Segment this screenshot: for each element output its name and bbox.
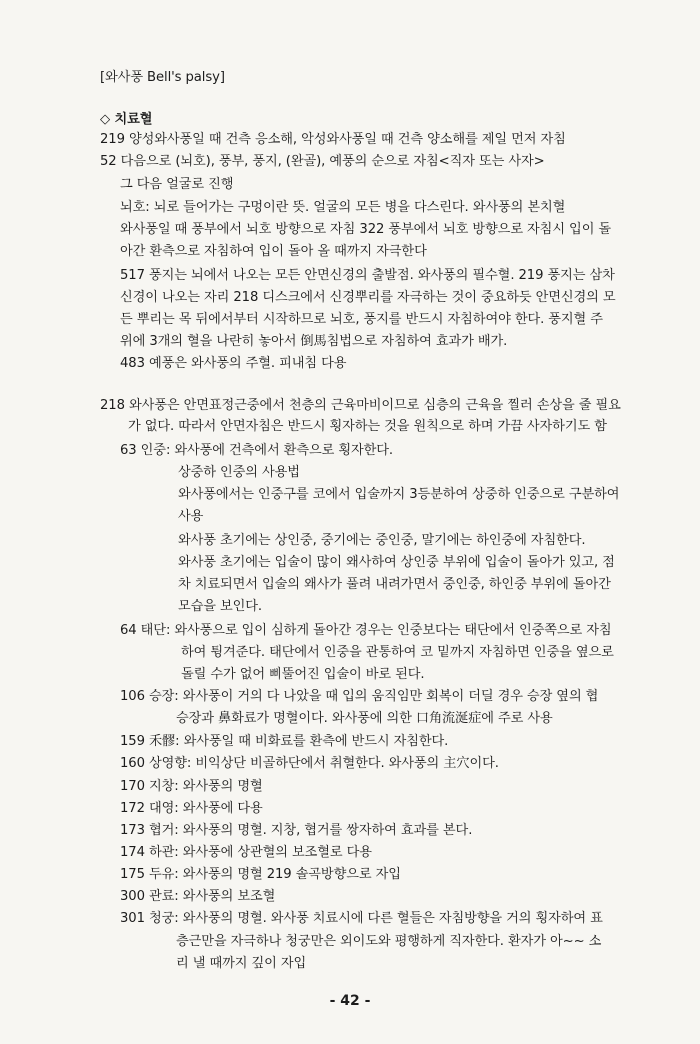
text-line: 차 치료되면서 입술의 왜사가 풀려 내려가면서 중인중, 하인중 부위에 돌아간 — [178, 577, 611, 592]
point-cheonggung: 301 청궁: 와사풍의 명혈. 와사풍 치료시에 다른 혈들은 자침방향을 거의 횡자하여 표 — [120, 911, 603, 926]
text-line: 뇌호: 뇌로 들어가는 구멍이란 뜻. 얼굴의 모든 병을 다스린다. 와사풍의 본치혈 — [120, 200, 566, 215]
text-line: 신경이 나오는 자리 218 디스크에서 신경뿌리를 자극하는 것이 중요하듯 안면신경의 모 — [120, 290, 616, 305]
text-line: 모습을 보인다. — [178, 599, 263, 614]
text-line: 층근만을 자극하나 청궁만은 외이도와 평행하게 직자한다. 환자가 아~~ 소 — [176, 934, 602, 949]
section-title-treatment-points: ◇ 치료혈 — [100, 112, 153, 127]
text-line: 483 예풍은 와사풍의 주혈. 피내침 다용 — [120, 356, 347, 371]
point-hwaryo: 159 禾髎: 와사풍일 때 비화료를 환측에 반드시 자침한다. — [120, 734, 449, 749]
text-line: 218 와사풍은 안면표정근중에서 천층의 근육마비이므로 심층의 근육을 찔러 손상을 줄 필요 — [100, 398, 621, 413]
point-gwanryo: 300 관료: 와사풍의 보조혈 — [120, 889, 276, 904]
point-seungjang: 106 승장: 와사풍이 거의 다 나았을 때 입의 움직임만 회복이 더딜 경우 승장 옆의 협 — [120, 689, 599, 704]
point-hyeopgeo: 173 협거: 와사풍의 명혈. 지창, 협거를 쌍자하여 효과를 본다. — [120, 823, 473, 838]
point-renzhong: 63 인중: 와사풍에 건측에서 환측으로 횡자한다. — [120, 443, 393, 458]
text-line: 돌릴 수가 없어 삐뚤어진 입술이 바로 된다. — [181, 667, 425, 682]
text-line: 든 뿌리는 목 뒤에서부터 시작하므로 뇌호, 풍지를 반드시 자침하여야 한다. 풍지혈 주 — [120, 312, 603, 327]
section-header: [와사풍 Bell's palsy] — [100, 70, 225, 85]
text-line: 승장과 鼻화료가 명혈이다. 와사풍에 의한 口角流涎症에 주로 사용 — [176, 711, 553, 726]
text-line: 와사풍 초기에는 상인중, 중기에는 중인중, 말기에는 하인중에 자침한다. — [178, 533, 586, 548]
text-line: 와사풍 초기에는 입술이 많이 왜사하여 상인중 부위에 입술이 돌아가 있고, 점 — [178, 555, 615, 570]
point-taidan: 64 태단: 와사풍으로 입이 심하게 돌아간 경우는 인중보다는 태단에서 인중쪽으로 자침 — [120, 623, 612, 638]
text-line: 하여 튕겨준다. 태단에서 인중을 관통하여 코 밑까지 자침하면 인중을 옆으로 — [181, 645, 614, 660]
text-line: 가 없다. 따라서 안면자침은 반드시 횡자하는 것을 원칙으로 하며 가끔 사자하기도 함 — [128, 419, 607, 434]
text-line: 아간 환측으로 자침하여 입이 돌아 올 때까지 자극한다 — [120, 244, 427, 259]
text-line: 517 풍지는 뇌에서 나오는 모든 안면신경의 출발점. 와사풍의 필수혈. 219 풍지는 삼차 — [120, 268, 615, 283]
page-number: - 42 - — [329, 993, 371, 1009]
text-line: 52 다음으로 (뇌호), 풍부, 풍지, (완골), 예풍의 순으로 자침<직자 또는 사자> — [100, 154, 545, 169]
point-jichang: 170 지창: 와사풍의 명혈 — [120, 779, 263, 794]
point-sangyeonghyang: 160 상영향: 비익상단 비골하단에서 취혈한다. 와사풍의 主穴이다. — [120, 756, 499, 771]
text-line: 리 낼 때까지 깊이 자입 — [176, 956, 307, 971]
text-line: 와사풍에서는 인중구를 코에서 입술까지 3등분하여 상중하 인중으로 구분하여 — [178, 487, 620, 502]
point-duyu: 175 두유: 와사풍의 명혈 219 솔곡방향으로 자입 — [120, 867, 401, 882]
text-line: 사용 — [178, 509, 204, 524]
text-line: 219 양성와사풍일 때 건측 응소해, 악성와사풍일 때 건측 양소해를 제일 먼저 자침 — [100, 132, 566, 147]
point-daeyeong: 172 대영: 와사풍에 다용 — [120, 801, 263, 816]
text-line: 위에 3개의 혈을 나란히 놓아서 倒馬침법으로 자침하여 효과가 배가. — [120, 334, 508, 349]
text-line: 상중하 인중의 사용법 — [178, 465, 300, 480]
text-line: 와사풍일 때 풍부에서 뇌호 방향으로 자침 322 풍부에서 뇌호 방향으로 자침시 입이 돌 — [120, 222, 612, 237]
text-line: 그 다음 얼굴로 진행 — [120, 177, 234, 192]
point-hagwan: 174 하관: 와사풍에 상관혈의 보조혈로 다용 — [120, 845, 372, 860]
